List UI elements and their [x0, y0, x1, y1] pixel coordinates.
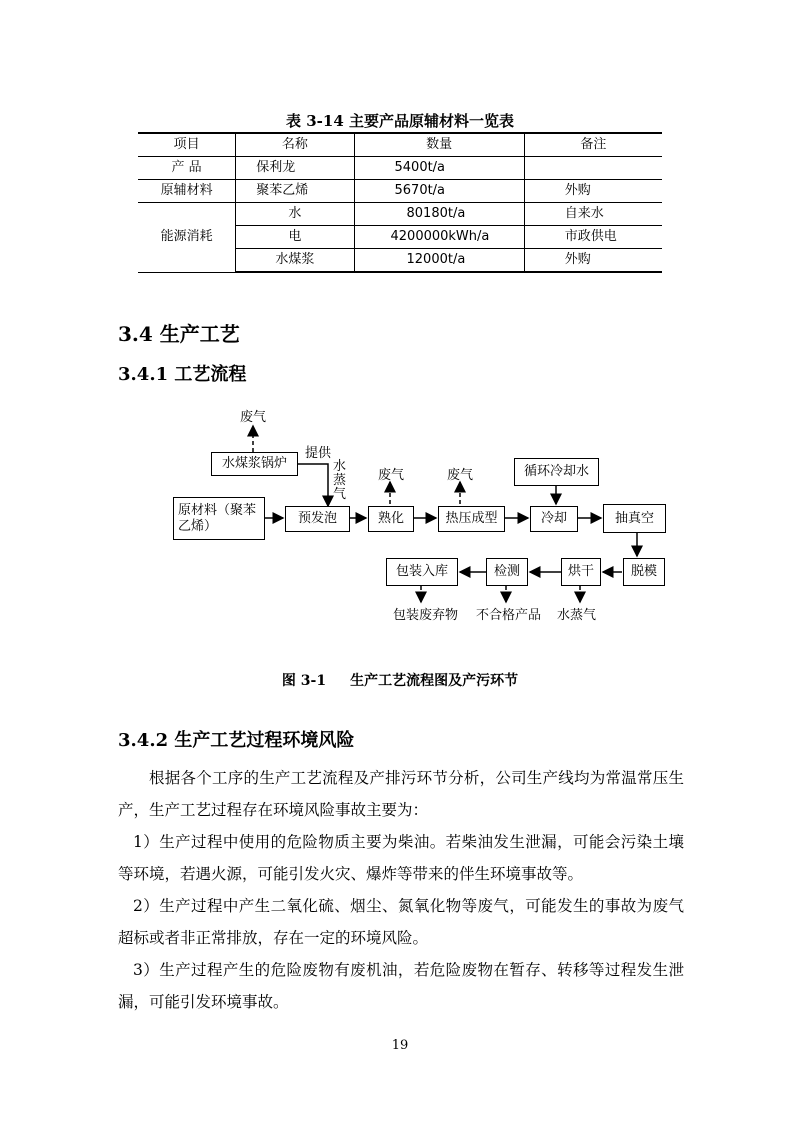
node-boiler: 水煤浆锅炉	[211, 452, 298, 476]
cell-item: 能源消耗	[138, 203, 236, 273]
cell-name: 电	[236, 226, 354, 249]
cell-qty: 5400t/a	[354, 157, 524, 180]
table-row	[138, 180, 662, 203]
process-flow-diagram	[0, 390, 800, 650]
cell-name: 保利龙	[236, 157, 354, 180]
header-qty: 数量	[354, 133, 524, 157]
cell-name: 水煤浆	[236, 249, 354, 273]
figure-caption	[0, 670, 800, 690]
figure-title: 生产工艺流程图及产污环节	[350, 673, 519, 689]
node-inspect: 检测	[486, 558, 528, 586]
materials-table	[138, 132, 662, 273]
table-caption: 表 3-14 主要产品原辅材料一览表	[286, 112, 514, 130]
label-supply: 提供	[305, 446, 332, 461]
node-packing: 包装入库	[386, 558, 458, 586]
node-aging: 熟化	[368, 506, 414, 532]
node-demold: 脱模	[623, 558, 665, 586]
cell-note: 外购	[524, 249, 662, 273]
figure-number: 图 3-1	[281, 673, 327, 689]
cell-item: 原辅材料	[138, 180, 236, 203]
table-row	[138, 157, 662, 180]
node-prefoam: 预发泡	[285, 506, 350, 532]
cell-note: 外购	[524, 180, 662, 203]
paragraph-intro: 根据各个工序的生产工艺流程及产排污环节分析，公司生产线均为常温常压生产，生产工艺过程存在环境风险事故主要为：	[118, 769, 684, 819]
label-rejects: 不合格产品	[476, 608, 542, 623]
label-steam-out: 水蒸气	[557, 608, 597, 623]
table-row	[138, 203, 662, 226]
cell-note	[524, 157, 662, 180]
label-packing-waste: 包装废弃物	[393, 608, 459, 623]
cell-qty: 80180t/a	[354, 203, 524, 226]
cell-name: 聚苯乙烯	[236, 180, 354, 203]
header-note: 备注	[524, 133, 662, 157]
cell-qty: 5670t/a	[354, 180, 524, 203]
node-vacuum: 抽真空	[603, 504, 666, 533]
node-cooling: 冷却	[530, 506, 578, 532]
label-exhaust-molding: 废气	[447, 468, 474, 483]
paragraph-risk-1: 1）生产过程中使用的危险物质主要为柴油。若柴油发生泄漏，可能会污染土壤等环境，若遇火源，可能引发火灾、爆炸等带来的伴生环境事故等。	[118, 833, 684, 883]
subsection-heading-risk: 3.4.2 生产工艺过程环境风险	[118, 730, 355, 751]
cell-name: 水	[236, 203, 354, 226]
cell-qty: 12000t/a	[354, 249, 524, 273]
subsection-heading-flow: 3.4.1 工艺流程	[118, 364, 247, 385]
paragraph-risk-3: 3）生产过程产生的危险废物有废机油，若危险废物在暂存、转移等过程发生泄漏，可能引发环境事故。	[118, 961, 684, 1011]
node-molding: 热压成型	[438, 506, 505, 532]
arrow-boiler-prefoam	[298, 464, 328, 506]
cell-note: 自来水	[524, 203, 662, 226]
label-exhaust-aging: 废气	[378, 468, 405, 483]
section-heading: 3.4 生产工艺	[118, 322, 240, 346]
cell-qty: 4200000kWh/a	[354, 226, 524, 249]
node-raw-material: 原材料（聚苯乙烯）	[173, 497, 265, 540]
page-number: 19	[391, 1038, 409, 1053]
cell-note: 市政供电	[524, 226, 662, 249]
node-cooling-water: 循环冷却水	[514, 458, 599, 486]
header-name: 名称	[236, 133, 354, 157]
table-header-row	[138, 133, 662, 157]
cell-item: 产 品	[138, 157, 236, 180]
label-steam-vertical: 水蒸气	[333, 459, 347, 502]
label-exhaust-boiler: 废气	[240, 410, 267, 425]
node-drying: 烘干	[561, 558, 601, 586]
paragraph-risk-2: 2）生产过程中产生二氧化硫、烟尘、氮氧化物等废气，可能发生的事故为废气超标或者非正常排放，存在一定的环境风险。	[118, 897, 684, 947]
header-item: 项目	[138, 133, 236, 157]
